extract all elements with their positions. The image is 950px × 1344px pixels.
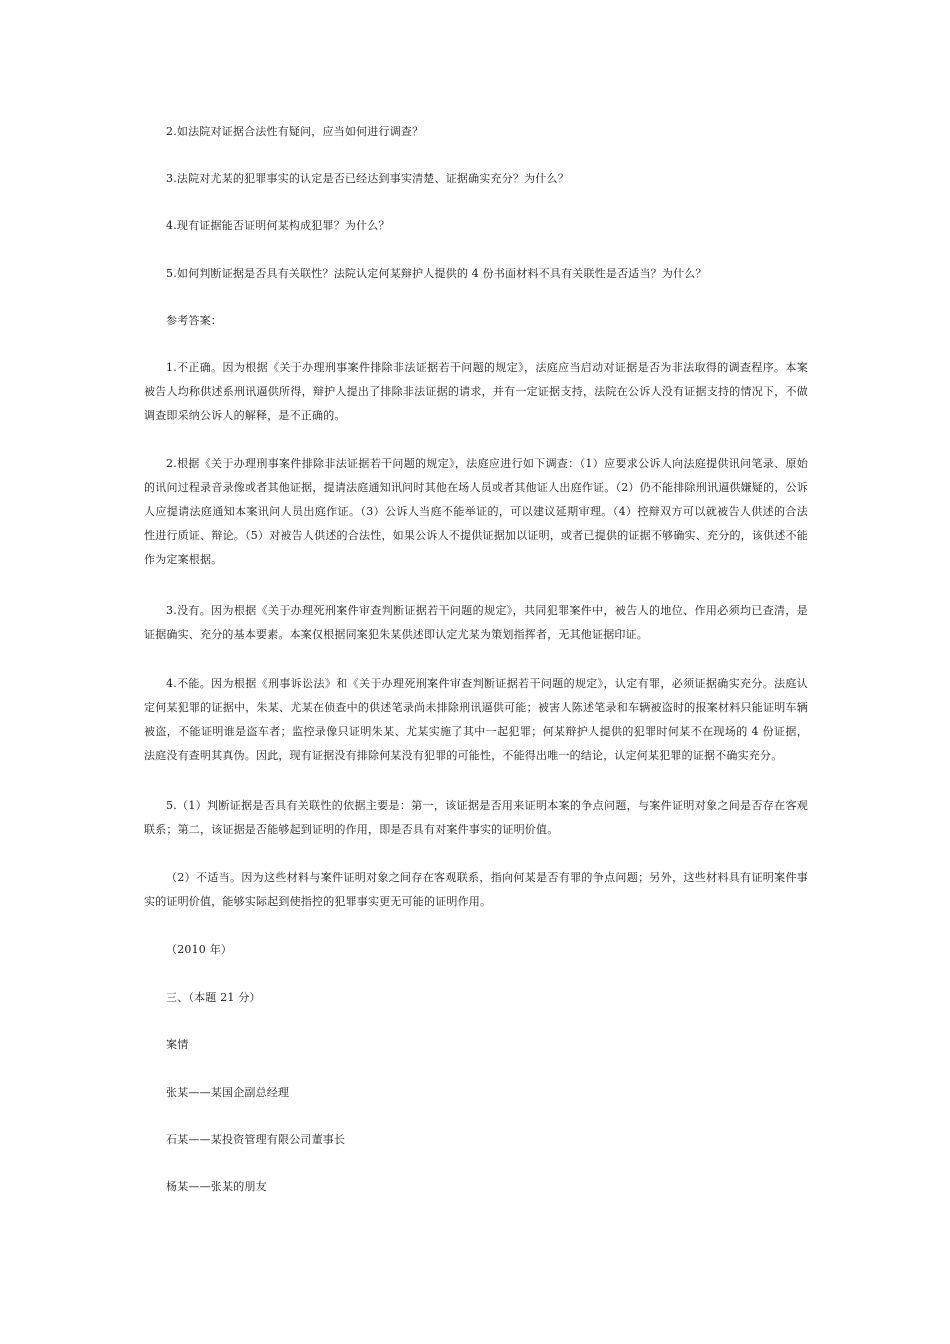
section-heading: 三、（本题 21 分） [166,991,261,1004]
person-shi: 石某——某投资管理有限公司董事长 [166,1133,346,1146]
person-zhang: 张某——某国企副总经理 [166,1086,290,1099]
answer-4: 4.不能。因为根据《刑事诉讼法》和《关于办理死刑案件审查判断证据若干问题的规定》，认定有罪，必须证据确实充分。法庭认定何某犯罪的证据中，朱某、尤某在侦查中的供述笔录尚未排除刑讯逼供可能；被害人陈述笔录和车辆被盗时的报案材料只能证明车辆被盗，不能证明谁是盗车者；监控录像只证明朱某、尤某实施了其中一起犯罪；何某辩护人提供的犯罪时何某不在现场的 4 份证据，法庭没有查明其真伪。因此，现有证据没有排除何某没有犯罪的可能性，不能得出唯一的结论，认定何某犯罪的证据不确实充分。 [144,677,808,762]
answer-1: 1.不正确。因为根据《关于办理刑事案件排除非法证据若干问题的规定》，法庭应当启动对证据是否为非法取得的调查程序。本案被告人均称供述系刑讯逼供所得，辩护人提出了排除非法证据的请求，并有一定证据支持，法院在公诉人没有证据支持的情况下，不做调查即采纳公诉人的解释，是不正确的。 [144,361,808,422]
question-4: 4.现有证据能否证明何某构成犯罪？为什么？ [166,219,390,232]
question-5: 5.如何判断证据是否具有关联性？法院认定何某辩护人提供的 4 份书面材料不具有关联性是否适当？为什么？ [166,267,707,280]
question-3: 3.法院对尤某的犯罪事实的认定是否已经达到事实清楚、证据确实充分？为什么？ [166,172,569,185]
answer-5-part-1: 5.（1）判断证据是否具有关联性的依据主要是：第一，该证据是否用来证明本案的争点问题，与案件证明对象之间是否存在客观联系；第二，该证据是否能够起到证明的作用，即是否具有对案件事实的证明价值。 [144,799,808,836]
case-heading: 案情 [166,1038,189,1051]
answer-heading: 参考答案： [166,314,222,327]
answer-3: 3.没有。因为根据《关于办理死刑案件审查判断证据若干问题的规定》，共同犯罪案件中，被告人的地位、作用必须均已查清，是证据确实、充分的基本要素。本案仅根据同案犯朱某供述即认定尤某为策划指挥者，无其他证据印证。 [144,604,808,641]
person-yang: 杨某——张某的朋友 [166,1180,267,1193]
answer-2: 2.根据《关于办理刑事案件排除非法证据若干问题的规定》，法庭应进行如下调查：（1）应要求公诉人向法庭提供讯问笔录、原始的讯问过程录音录像或者其他证据，提请法庭通知讯问时其他在场人员或者其他证人出庭作证。（2）仍不能排除刑讯逼供嫌疑的，公诉人应提请法庭通知本案讯问人员出庭作证。（3）公诉人当庭不能举证的，可以建议延期审理。（4）控辩双方可以就被告人供述的合法性进行质证、辩论。（5）对被告人供述的合法性，如果公诉人不提供证据加以证明，或者已提供的证据不够确实、充分的，该供述不能作为定案根据。 [144,457,808,566]
year-note: （2010 年） [166,943,233,956]
question-2: 2.如法院对证据合法性有疑问，应当如何进行调查？ [166,125,424,138]
answer-5-part-2: （2）不适当。因为这些材料与案件证明对象之间存在客观联系，指向何某是否有罪的争点问题；另外，这些材料具有证明案件事实的证明价值，能够实际起到使指控的犯罪事实更无可能的证明作用。 [144,871,808,908]
